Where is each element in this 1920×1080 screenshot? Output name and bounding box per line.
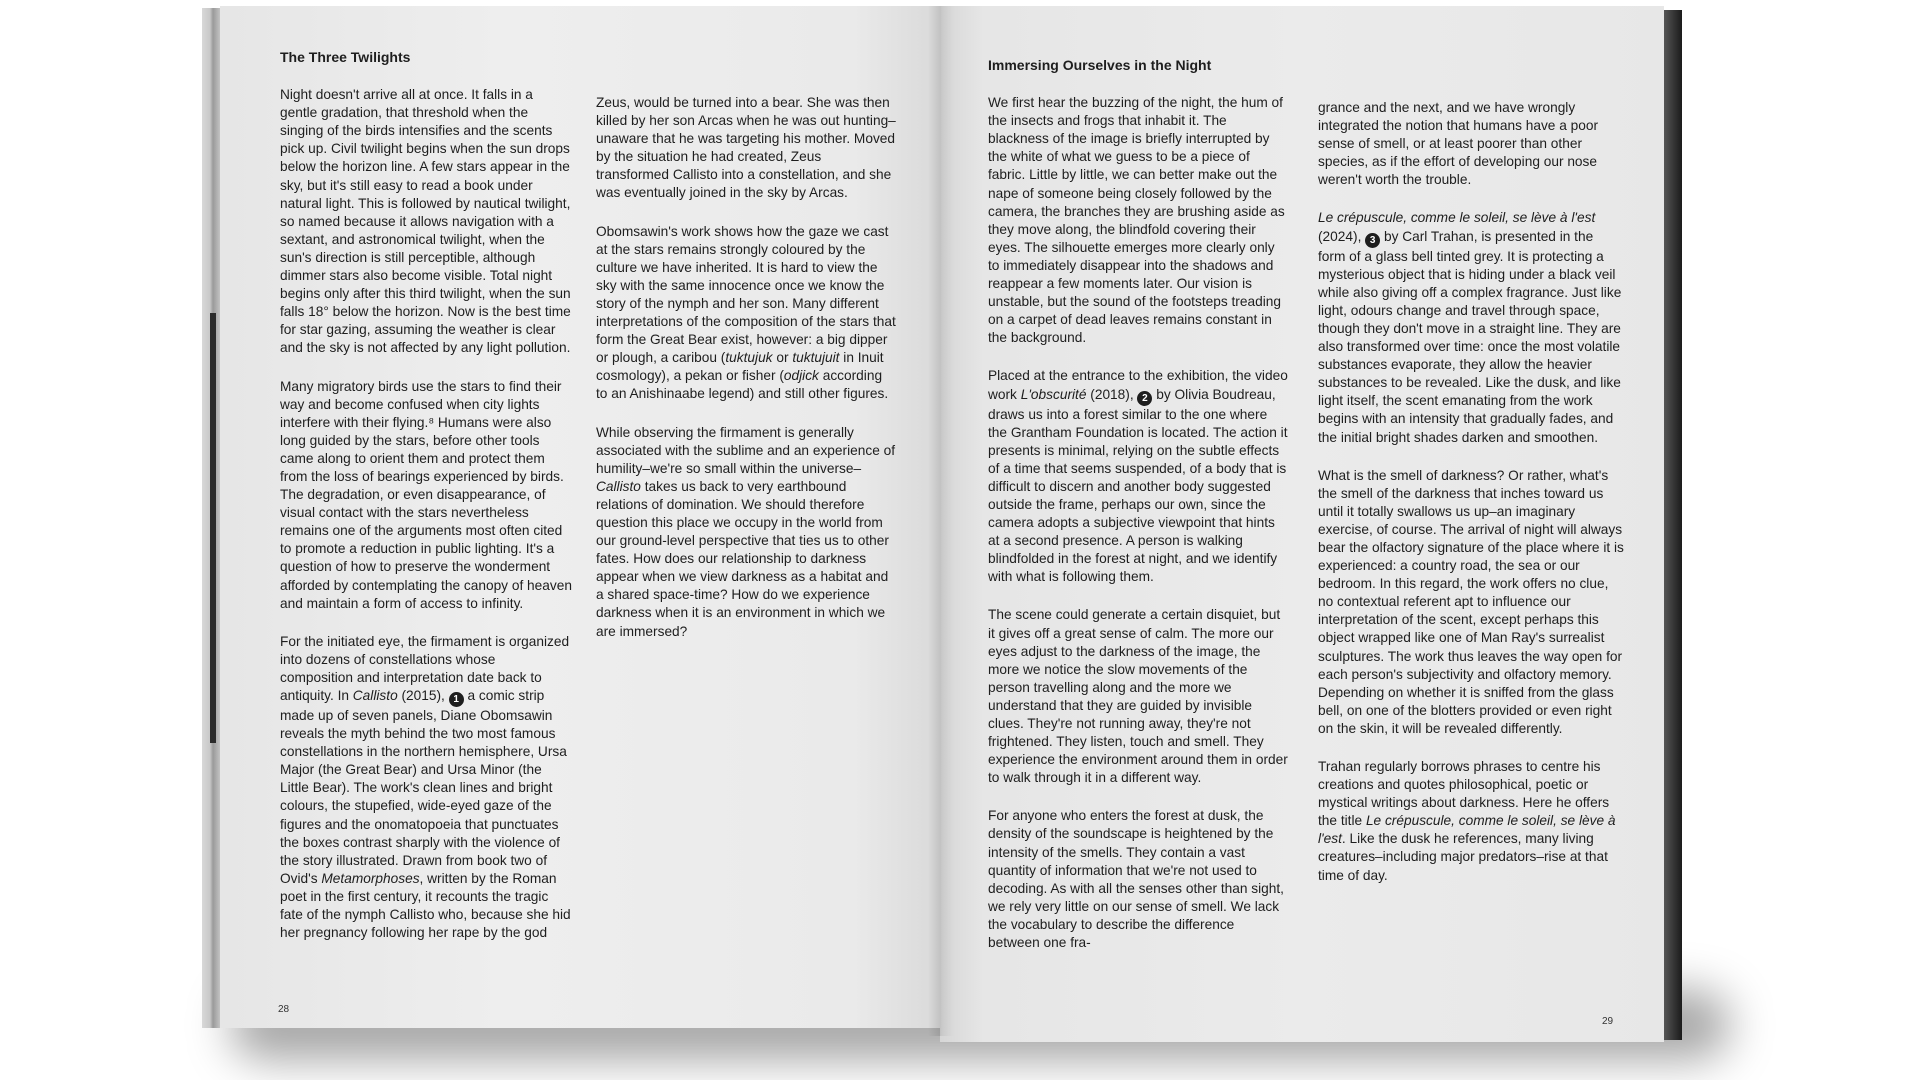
paragraph-callisto: For the initiated eye, the firmament is organized into dozens of constellations whose composition and interpretation date back to antiquity. In Callisto (2015), 1 a comic strip made up of seven panels, Diane Obomsawin reveals the myth behind the two most famous constellations in the northern hemisphere, Ursa Major (the Great Bear) and Ursa Minor (the Little Bear). The work's clean lines and bright colours, the stupefied, wide-eyed gaze of the figures and the onomatopoeia that punctuates the boxes contrast sharply with the violence of the story illustrated. Drawn from book two of Ovid's Metamorphoses, written by the Roman poet in the first century, it recounts the tragic fate of the nymph Callisto who, because she hid her pregnancy following her rape by the god (280, 633, 571, 941)
page-number-left: 28 (278, 1004, 290, 1015)
paragraph: Many migratory birds use the stars to find their way and become confused when city lights interfere with their flying.⁸ Humans were also long guided by the stars, before other tools came along to orient them and protect them from the loss of bearings experienced by birds. The degradation, or even disappearance, of visual contact with the stars nevertheless remains one of the arguments most often cited to promote a reduction in public lighting. It's a question of how to preserve the wonderment afforded by contemplating the canopy of heaven and maintain a form of access to infinity. (280, 378, 572, 611)
left-column-1 (280, 48, 572, 962)
paragraph: Trahan regularly borrows phrases to centre his creations and quotes philosophical, poetic or mystical writings about darkness. Here he offers the title Le crépuscule, comme le soleil, se lève à l'est. Like the dusk he references, many living creatures–including major predators–rise at that time of day. (1318, 759, 1616, 883)
section-heading-three-twilights: The Three Twilights (280, 49, 411, 65)
paragraph: What is the smell of darkness? Or rather, what's the smell of the darkness that inches toward us until it totally swallows us up–an imaginary exercise, of course. The arrival of night will always bear the olfactory signature of the place where it is experienced: a country road, the sea or our bedroom. In this regard, the work offers no clue, no contextual referent apt to influence our interpretation of the scent, except perhaps this object wrapped like one of Man Ray's surrealist sculptures. The work thus leaves the way open for each person's subjectivity and olfactory memory. Depending on whether it is sniffed from the glass bell, on one of the blotters provided or even right on the skin, it will be revealed differently. (1318, 467, 1624, 736)
paragraph: Obomsawin's work shows how the gaze we cast at the stars remains strongly coloured by the culture we have inherited. It is hard to view the sky with the same innocence once we know the story of the nymph and her son. Many different interpretations of the composition of the stars that form the Great Bear exist, however: a big dipper or plough, a caribou (tuktujuk or tuktujuit in Inuit cosmology), a pekan or fisher (odjick according to an Anishinaabe legend) and still other figures. (596, 223, 896, 402)
page-number-right: 29 (1602, 1016, 1614, 1027)
paragraph: While observing the firmament is generally associated with the sublime and an experience of humility–we're so small within the universe–Callisto takes us back to very earthbound relations of domination. We should therefore question this place we occupy in the world from our ground-level perspective that ties us to other fates. How does our relationship to darkness appear when we view darkness as a habitat and a shared space-time? How do we experience darkness when it is an environment in which we are immersed? (596, 424, 896, 639)
left-page (220, 6, 940, 1028)
figure-marker-1: 1 (449, 692, 464, 707)
back-cover-edge (1664, 10, 1682, 1040)
right-page (940, 6, 1664, 1042)
left-column-2 (596, 94, 896, 661)
right-column-2 (1318, 99, 1624, 905)
paragraph: grance and the next, and we have wrongly integrated the notion that humans have a poor sense of smell, or at least poorer than other species, as if the effort of developing our nose weren't worth the trouble. (1318, 100, 1599, 188)
section-heading-immersing: Immersing Ourselves in the Night (988, 57, 1212, 73)
paragraph: Night doesn't arrive all at once. It falls in a gentle gradation, that threshold when the singing of the birds intensifies and the scents pick up. Civil twilight begins when the sun drops below the horizon line. A few stars appear in the sky, but it's still easy to read a book under natural light. This is followed by nautical twilight, so named because it allows navigation with a sextant, and astronomical twilight, when the sun's direction is still perceptible, although dimmer stars also become visible. Total night begins only after this third twilight, when the sun falls 18° below the horizon. Now is the best time for star gazing, assuming the weather is clear and the sky is not affected by any light pollution. (280, 87, 571, 356)
figure-marker-3: 3 (1365, 233, 1380, 248)
paragraph: We first hear the buzzing of the night, the hum of the insects and frogs that inhabit it. The blackness of the image is briefly interrupted by the white of what we guess to be a piece of fabric. Little by little, we can better make out the nape of someone being closely followed by the camera, the branches they are brushing aside as they move along, the blindfold covering their eyes. The silhouette emerges more clearly only to immediately disappear into the shadows and reappear a few moments later. Our vision is unstable, but the sound of the footsteps treading on a carpet of dead leaves remains constant in the background. (988, 95, 1285, 346)
paragraph: Le crépuscule, comme le soleil, se lève à l'est (2024), 3 by Carl Trahan, is presented in the form of a glass bell tinted grey. It is protecting a mysterious object that is hiding under a black veil while also giving off a complex fragrance. Just like light, odours change and travel through space, though they don't move in a straight line. They are also transformed over time: once the most volatile substances evaporate, they allow the heavier substances to be revealed. Like the dusk, and like light itself, the scent emanating from the work begins with an intensity that gradually fades, and the initial bright shades darken and smoothen. (1318, 210, 1622, 445)
cover-edge-strip (210, 313, 216, 743)
book-gutter (928, 6, 954, 1036)
paragraph: For anyone who enters the forest at dusk, the density of the soundscape is heightened by the intensity of the smells. They contain a vast quantity of information that we're not used to decoding. As with all the senses other than sight, we rely very little on our sense of smell. We lack the vocabulary to describe the difference between one fra- (988, 808, 1284, 951)
book-page-edges (202, 8, 222, 1028)
right-column-1 (988, 56, 1288, 972)
figure-marker-2: 2 (1137, 391, 1152, 406)
paragraph: The scene could generate a certain disquiet, but it gives off a great sense of calm. The more our eyes adjust to the darkness of the image, the more we notice the slow movements of the person travelling along and the more we understand that they are guided by invisible clues. They're not running away, they're not frightened. They listen, touch and smell. They experience the environment around them in order to walk through it in a different way. (988, 607, 1288, 786)
paragraph: Placed at the entrance to the exhibition, the video work L'obscurité (2018), 2 by Olivia Boudreau, draws us into a forest similar to the one where the Grantham Foundation is located. The action it presents is minimal, relying on the subtle effects of a time that seems suspended, of a body that is difficult to discern and another body suggested outside the frame, perhaps our own, since the camera adopts a subjective viewpoint that hints at a second presence. A person is walking blindfolded in the forest at night, and we identify with what is following them. (988, 368, 1288, 585)
paragraph: Zeus, would be turned into a bear. She was then killed by her son Arcas when he was out hunting–unaware that he was targeting his mother. Moved by the situation he had created, Zeus transformed Callisto into a constellation, and she was eventually joined in the sky by Arcas. (596, 95, 896, 201)
